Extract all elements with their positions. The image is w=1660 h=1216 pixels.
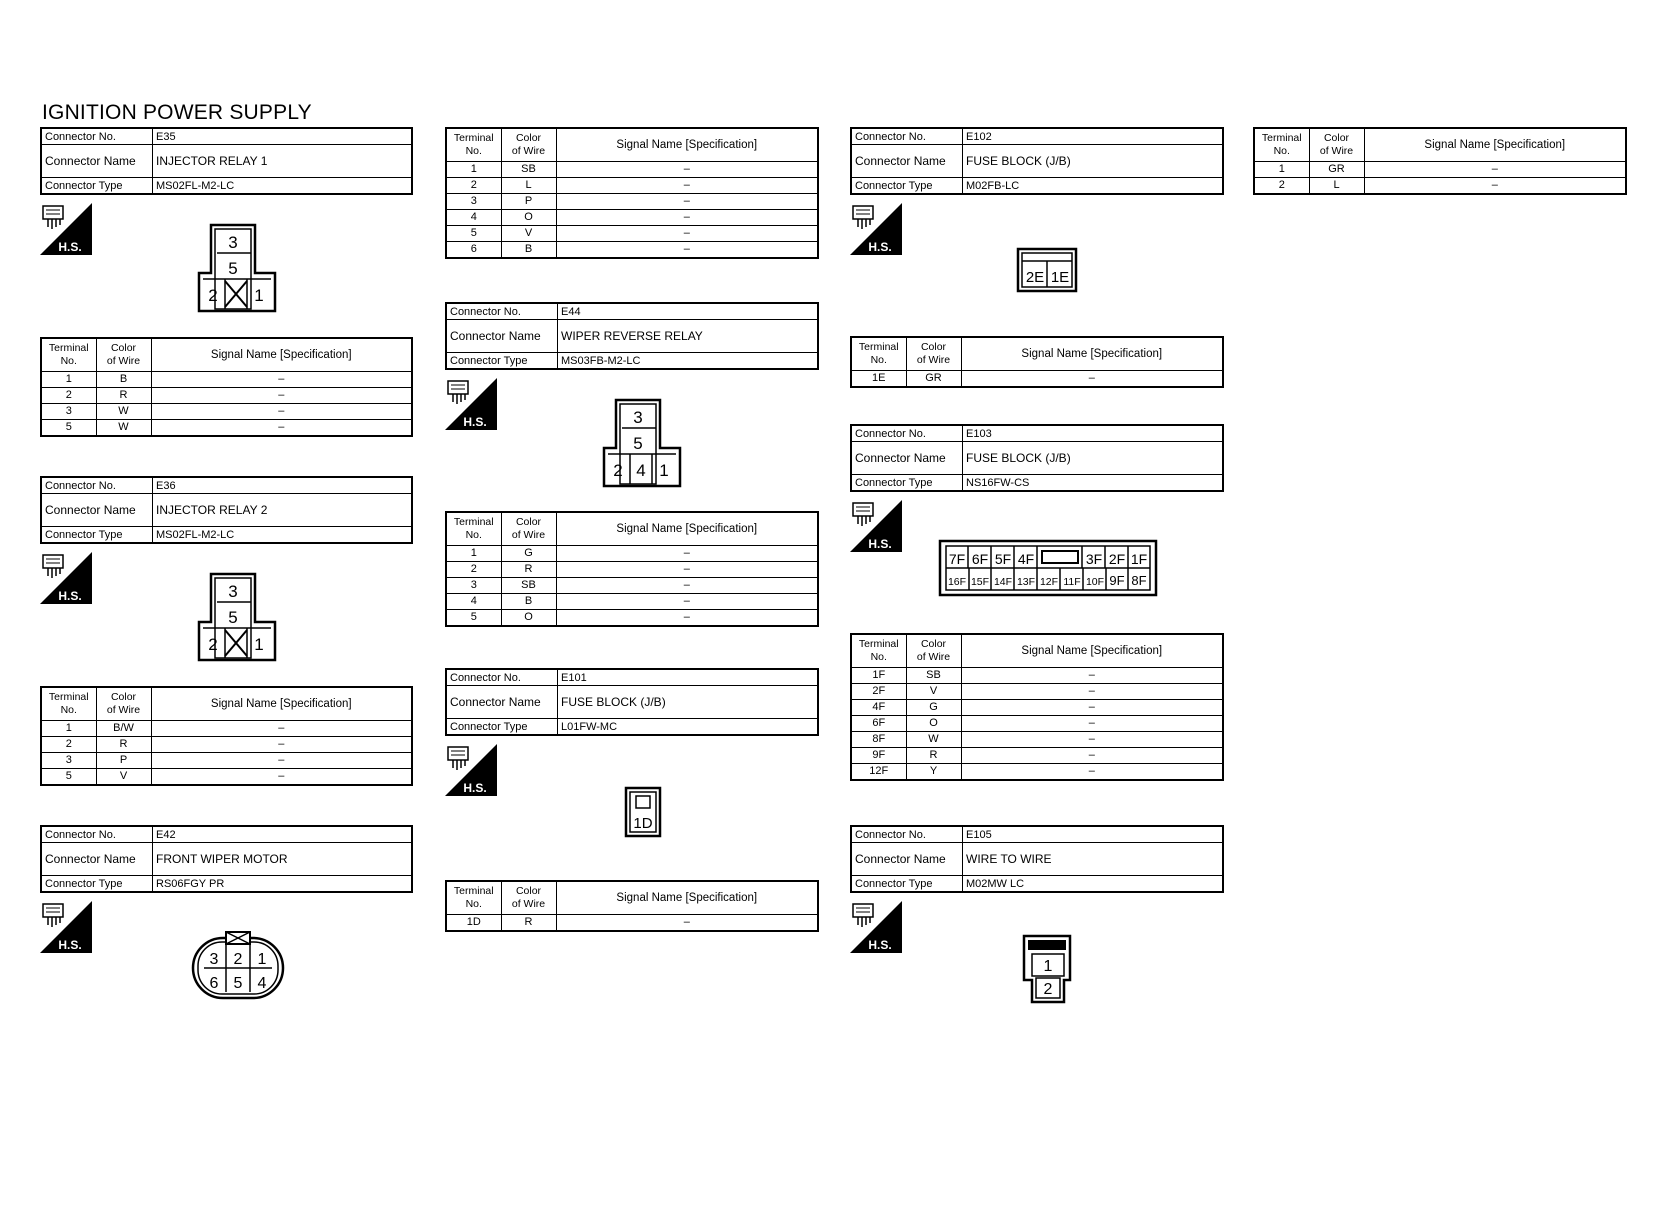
pin-label: 3 xyxy=(228,233,238,252)
table-row: 3 SB – xyxy=(446,578,818,594)
pin-label: 1E xyxy=(1050,269,1070,286)
pin-label: 1 xyxy=(254,635,264,654)
terminal-table-e103: Terminal No. Color of Wire Signal Name [Specification] 1F SB – 2F V – 4F G – 6F O – 8F W – 9F R – 12F Y – xyxy=(850,633,1224,781)
svg-text:H.S.: H.S. xyxy=(868,938,892,952)
pin-label: 1 xyxy=(254,286,264,305)
table-row: 1F SB – xyxy=(851,668,1223,684)
harness-side-icon xyxy=(850,901,902,953)
header-signal: Signal Name [Specification] xyxy=(151,338,412,372)
label-connector-name: Connector Name xyxy=(41,145,153,178)
table-row: 4 B – xyxy=(446,594,818,610)
table-row: 1E GR – xyxy=(851,371,1223,388)
table-row: 2 L – xyxy=(1254,178,1626,195)
pin-label: 4 xyxy=(257,975,267,992)
connector-info-e42: Connector No. E42 Connector Name FRONT WIPER MOTOR Connector Type RS06FGY PR xyxy=(40,825,413,893)
table-row: 2 R – xyxy=(41,388,412,404)
table-row: 3 P – xyxy=(446,194,818,210)
connector-info-e36: Connector No. E36 Connector Name INJECTOR RELAY 2 Connector Type MS02FL-M2-LC xyxy=(40,476,413,544)
connector-name-value: INJECTOR RELAY 1 xyxy=(153,145,413,178)
connector-name-value: FUSE BLOCK (J/B) xyxy=(963,442,1224,475)
header-color: Color of Wire xyxy=(96,338,151,372)
connector-type-value: RS06FGY PR xyxy=(153,876,413,893)
pin-label: 6 xyxy=(209,975,219,992)
connector-type-value: MS02FL-M2-LC xyxy=(153,527,413,544)
connector-face-e105 xyxy=(1022,934,1074,1006)
header-terminal: Terminal No. xyxy=(41,338,96,372)
connector-face-e42 xyxy=(190,928,286,1002)
connector-type-value: M02FB-LC xyxy=(963,178,1224,195)
pin-label: 5 xyxy=(233,975,243,992)
svg-text:H.S.: H.S. xyxy=(463,781,487,795)
connector-name-value: WIRE TO WIRE xyxy=(963,843,1224,876)
table-row: 2F V – xyxy=(851,684,1223,700)
connector-type-value: MS03FB-M2-LC xyxy=(558,353,819,370)
svg-text:H.S.: H.S. xyxy=(868,537,892,551)
pin-label: 2 xyxy=(233,951,243,968)
connector-info-e101: Connector No. E101 Connector Name FUSE BLOCK (J/B) Connector Type L01FW-MC xyxy=(445,668,819,736)
harness-side-icon xyxy=(445,744,497,796)
pin-label: 1 xyxy=(257,951,267,968)
connector-no-value: E105 xyxy=(963,826,1224,843)
terminal-table-e36: Terminal No. Color of Wire Signal Name [Specification] 1 B/W – 2 R – 3 P – 5 V – xyxy=(40,686,413,786)
table-row: 3 P – xyxy=(41,753,412,769)
pin-label: 9F xyxy=(1109,573,1125,588)
svg-text:H.S.: H.S. xyxy=(58,589,82,603)
table-row: 12F Y – xyxy=(851,764,1223,781)
pin-label: 2 xyxy=(613,461,623,480)
connector-face-e44 xyxy=(600,398,686,490)
connector-info-e102: Connector No. E102 Connector Name FUSE BLOCK (J/B) Connector Type M02FB-LC xyxy=(850,127,1224,195)
table-row: 1 GR – xyxy=(1254,162,1626,178)
harness-side-icon xyxy=(850,203,902,255)
harness-side-icon xyxy=(445,378,497,430)
connector-face-e36 xyxy=(195,572,281,664)
pin-label: 1 xyxy=(659,461,669,480)
pin-label: 15F xyxy=(970,576,990,588)
page-title: IGNITION POWER SUPPLY xyxy=(42,101,312,124)
pin-label: 1D xyxy=(633,815,653,832)
svg-text:H.S.: H.S. xyxy=(463,415,487,429)
table-row: 9F R – xyxy=(851,748,1223,764)
connector-no-value: E103 xyxy=(963,425,1224,442)
connector-no-value: E36 xyxy=(153,477,413,494)
terminal-table-e35 xyxy=(40,337,413,437)
table-row: 4 O – xyxy=(446,210,818,226)
terminal-table-e44: Terminal No. Color of Wire Signal Name [Specification] 1 G – 2 R – 3 SB – 4 B – 5 O – xyxy=(445,511,819,627)
svg-text:H.S.: H.S. xyxy=(58,938,82,952)
pin-label: 1 xyxy=(1043,958,1053,975)
pin-label: 3F xyxy=(1085,551,1103,567)
terminal-table-e101: Terminal No. Color of Wire Signal Name [Specification] 1D R – xyxy=(445,880,819,932)
pin-label: 16F xyxy=(947,576,967,588)
pin-label: 5 xyxy=(228,608,238,627)
table-row: 1 G – xyxy=(446,546,818,562)
pin-label: 2 xyxy=(208,635,218,654)
table-row: 6 B – xyxy=(446,242,818,259)
pin-label: 2 xyxy=(1043,981,1053,998)
terminal-table-e42: Terminal No. Color of Wire Signal Name [Specification] 1 SB – 2 L – 3 P – 4 O – 5 V – 6 B – xyxy=(445,127,819,259)
pin-label: 12F xyxy=(1039,576,1059,588)
pin-label: 7F xyxy=(948,551,966,567)
table-row: 1 B/W – xyxy=(41,721,412,737)
table-row: 5 V – xyxy=(446,226,818,242)
pin-label: 4 xyxy=(636,461,646,480)
connector-name-value: INJECTOR RELAY 2 xyxy=(153,494,413,527)
connector-info-e35 xyxy=(40,127,413,195)
table-row: 6F O – xyxy=(851,716,1223,732)
harness-side-icon xyxy=(850,500,902,552)
connector-info-e103: Connector No. E103 Connector Name FUSE BLOCK (J/B) Connector Type NS16FW-CS xyxy=(850,424,1224,492)
pin-label: 3 xyxy=(228,582,238,601)
connector-name-value: FUSE BLOCK (J/B) xyxy=(558,686,819,719)
pin-label: 2 xyxy=(208,286,218,305)
pin-label: 4F xyxy=(1017,551,1035,567)
pin-label: 3 xyxy=(209,951,219,968)
harness-side-icon xyxy=(40,203,92,255)
connector-face-e101 xyxy=(624,786,664,840)
table-row: 2 R – xyxy=(446,562,818,578)
connector-type-value: NS16FW-CS xyxy=(963,475,1224,492)
pin-label: 13F xyxy=(1016,576,1036,588)
connector-no-value: E44 xyxy=(558,303,819,320)
svg-text:H.S.: H.S. xyxy=(58,240,82,254)
connector-name-value: WIPER REVERSE RELAY xyxy=(558,320,819,353)
connector-name-value: FRONT WIPER MOTOR xyxy=(153,843,413,876)
pin-label: 5 xyxy=(633,434,643,453)
connector-face-e103 xyxy=(938,539,1160,597)
table-row: 2 R – xyxy=(41,737,412,753)
pin-label: 11F xyxy=(1063,576,1081,588)
table-row: 5 V – xyxy=(41,769,412,786)
table-row: 2 L – xyxy=(446,178,818,194)
harness-side-icon xyxy=(40,552,92,604)
label-connector-type: Connector Type xyxy=(41,178,153,195)
table-row: 5 O – xyxy=(446,610,818,627)
connector-type-value: L01FW-MC xyxy=(558,719,819,736)
table-row: 1 SB – xyxy=(446,162,818,178)
table-row: 1D R – xyxy=(446,915,818,932)
table-row: 5 W – xyxy=(41,420,412,437)
connector-no-value: E42 xyxy=(153,826,413,843)
connector-no-value: E101 xyxy=(558,669,819,686)
table-row: 1 B – xyxy=(41,372,412,388)
connector-face-e102 xyxy=(1016,247,1080,295)
label-connector-no: Connector No. xyxy=(41,128,153,145)
svg-text:H.S.: H.S. xyxy=(868,240,892,254)
table-row: 8F W – xyxy=(851,732,1223,748)
terminal-table-e102: Terminal No. Color of Wire Signal Name [Specification] 1E GR – xyxy=(850,336,1224,388)
pin-label: 8F xyxy=(1131,573,1147,588)
pin-label: 1F xyxy=(1130,551,1148,567)
terminal-table-e105: Terminal No. Color of Wire Signal Name [Specification] 1 GR – 2 L – xyxy=(1253,127,1627,195)
harness-side-icon xyxy=(40,901,92,953)
pin-label: 10F xyxy=(1085,576,1105,588)
connector-name-value: FUSE BLOCK (J/B) xyxy=(963,145,1224,178)
pin-label: 14F xyxy=(993,576,1013,588)
connector-info-e44: Connector No. E44 Connector Name WIPER REVERSE RELAY Connector Type MS03FB-M2-LC xyxy=(445,302,819,370)
connector-type-value: MS02FL-M2-LC xyxy=(153,178,413,195)
pin-label: 3 xyxy=(633,408,643,427)
pin-label: 2F xyxy=(1108,551,1126,567)
table-row: 3 W – xyxy=(41,404,412,420)
connector-info-e105: Connector No. E105 Connector Name WIRE TO WIRE Connector Type M02MW LC xyxy=(850,825,1224,893)
connector-type-value: M02MW LC xyxy=(963,876,1224,893)
pin-label: 5 xyxy=(228,259,238,278)
connector-face-e35 xyxy=(195,223,281,315)
pin-label: 2E xyxy=(1025,269,1045,286)
table-row: 4F G – xyxy=(851,700,1223,716)
connector-no-value: E35 xyxy=(153,128,413,145)
pin-label: 6F xyxy=(971,551,989,567)
connector-no-value: E102 xyxy=(963,128,1224,145)
pin-label: 5F xyxy=(994,551,1012,567)
